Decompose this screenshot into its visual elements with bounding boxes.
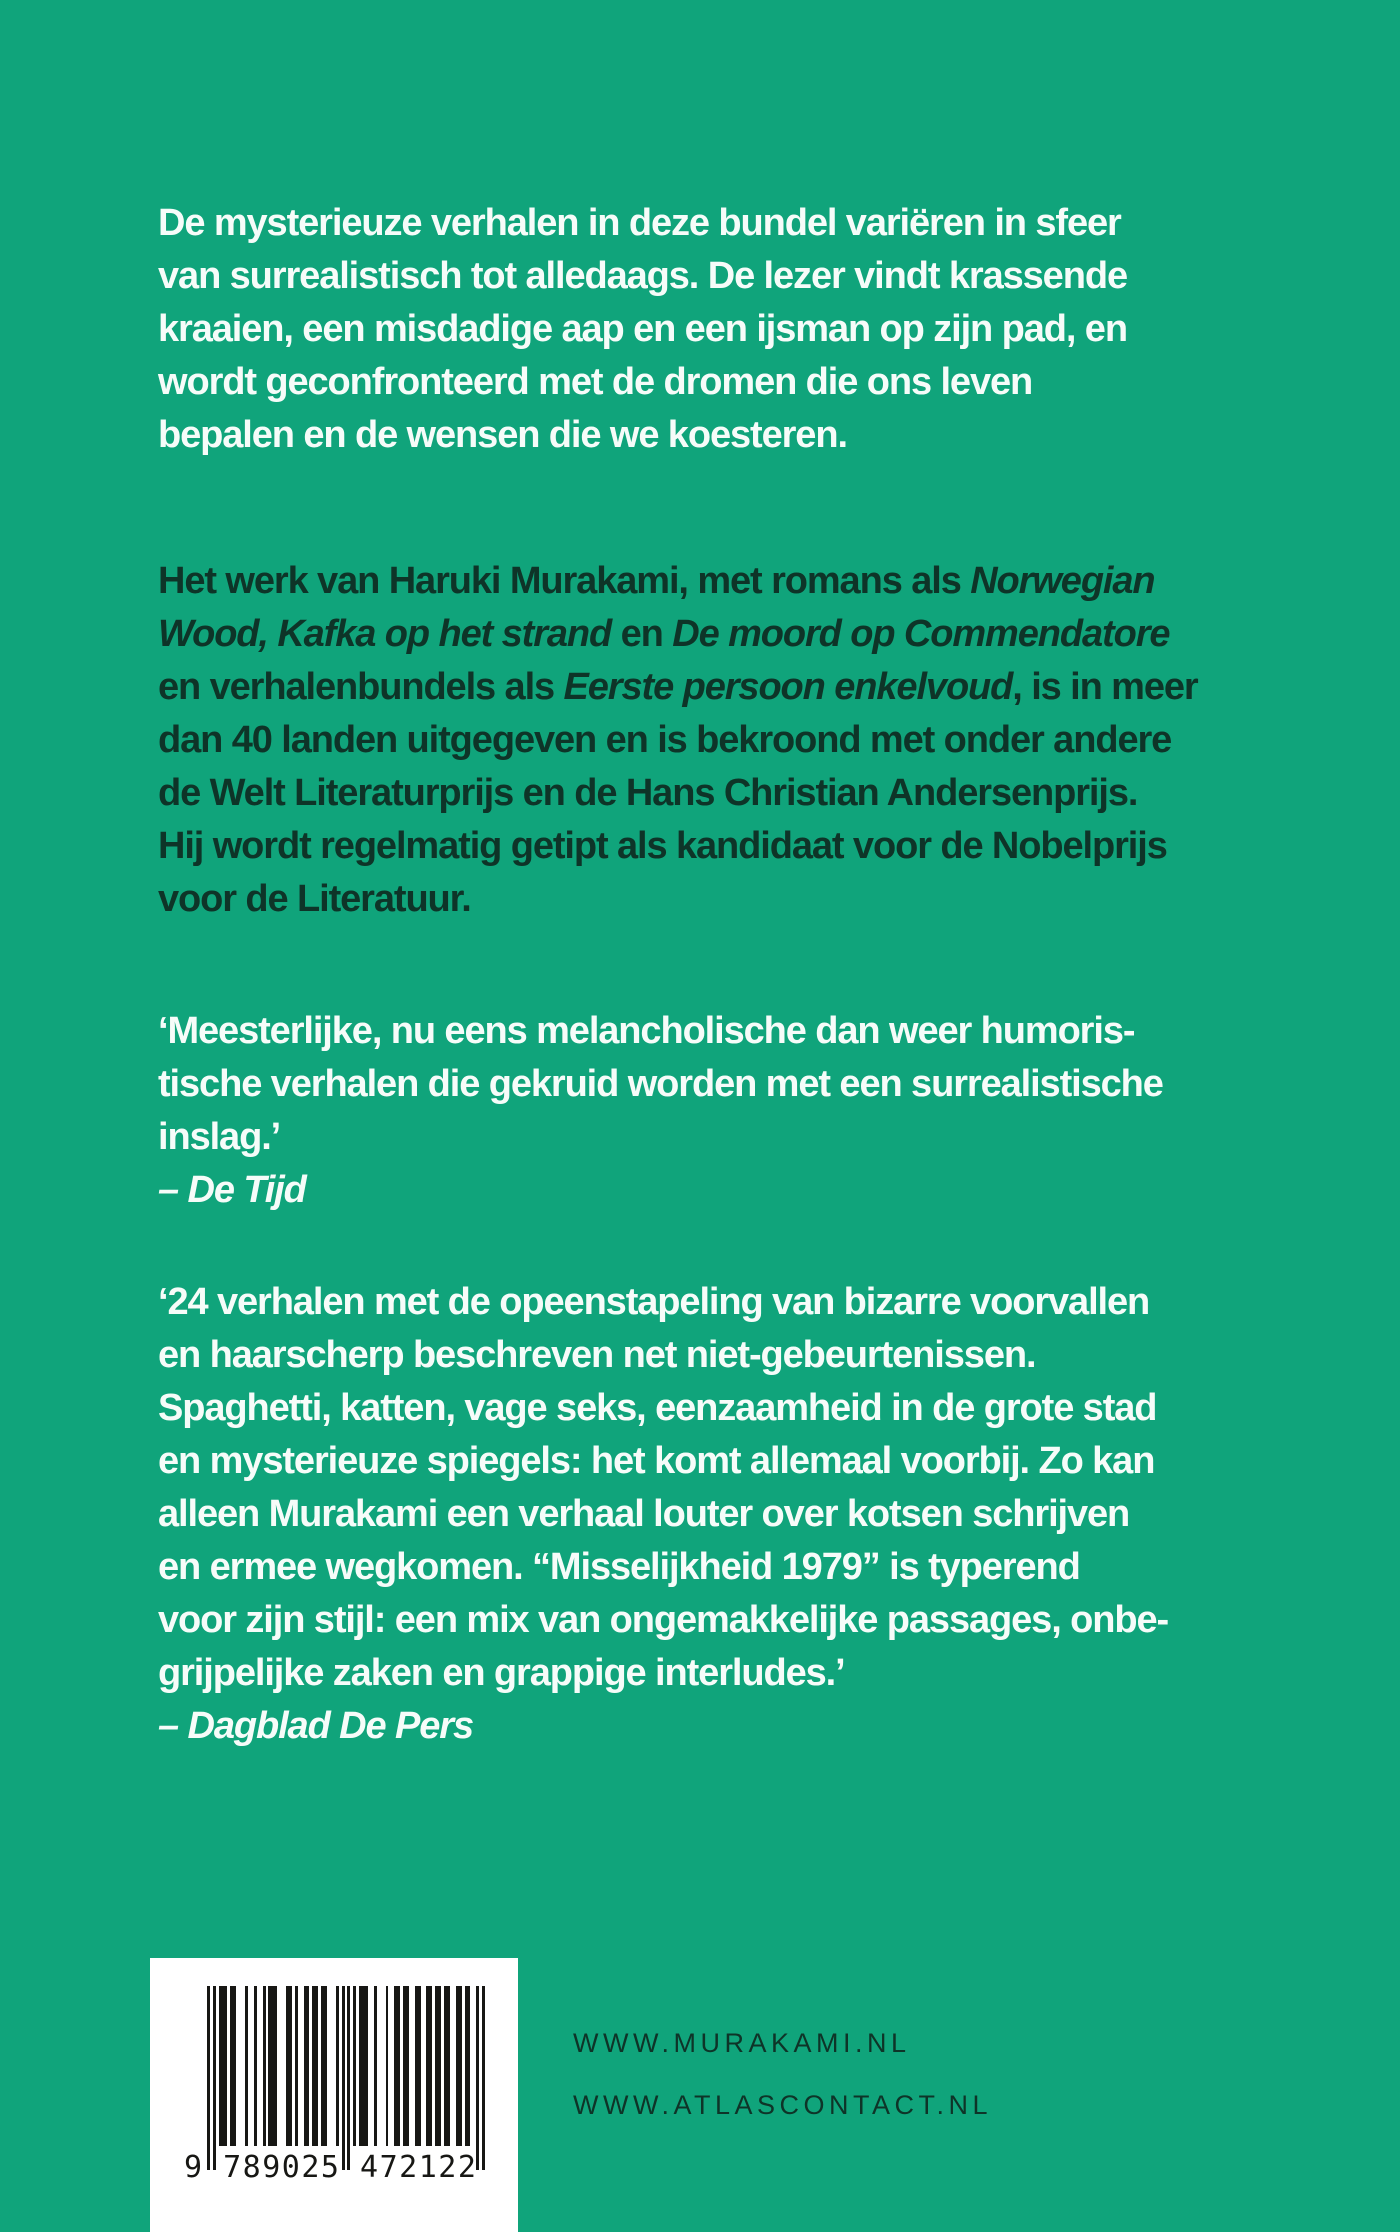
barcode-bar: [321, 1986, 327, 2146]
text-line: Hij wordt regelmatig getipt als kandidaat voor de Nobelprijs: [158, 825, 1167, 867]
barcode-bar: [394, 1986, 400, 2146]
press-quote-de-tijd: [158, 1005, 1163, 1217]
barcode-bar: [342, 1986, 345, 2170]
text-line: en ermee wegkomen. “Misselijkheid 1979” is typerend: [158, 1546, 1080, 1588]
barcode-bar: [386, 1986, 389, 2146]
text-line: inslag.’: [158, 1116, 281, 1158]
text-line: en mysterieuze spiegels: het komt allemaal voorbij. Zo kan: [158, 1440, 1155, 1482]
text-line: en haarscherp beschreven net niet-gebeurtenissen.: [158, 1334, 1036, 1376]
text-line: – De Tijd: [158, 1169, 306, 1211]
barcode-bar: [353, 1986, 356, 2146]
text-line: Wood, Kafka op het strand en De moord op Commendatore: [158, 613, 1170, 655]
barcode-bars: [207, 1986, 485, 2172]
text-line: voor de Literatuur.: [158, 878, 471, 920]
barcode-bar: [219, 1986, 228, 2146]
text-line: voor zijn stijl: een mix van ongemakkelijke passages, onbe-: [158, 1599, 1169, 1641]
barcode-bar: [207, 1986, 210, 2170]
text-line: dan 40 landen uitgegeven en is bekroond met onder andere: [158, 719, 1172, 761]
barcode-bar: [312, 1986, 318, 2146]
text-line: De mysterieuze verhalen in deze bundel variëren in sfeer: [158, 202, 1121, 244]
website-murakami: WWW.MURAKAMI.NL: [573, 2028, 911, 2058]
text-line: Het werk van Haruki Murakami, met romans als Norwegian: [158, 560, 1155, 602]
barcode-bar: [295, 1986, 298, 2146]
text-line: alleen Murakami een verhaal louter over kotsen schrijven: [158, 1493, 1130, 1535]
barcode-bar: [268, 1986, 277, 2146]
website-atlascontact: WWW.ATLASCONTACT.NL: [573, 2090, 993, 2120]
barcode-bar: [374, 1986, 377, 2146]
barcode-bar: [482, 1986, 485, 2170]
barcode-bar: [403, 1986, 409, 2146]
text-line: wordt geconfronteerd met de dromen die ons leven: [158, 361, 1033, 403]
barcode-bar: [245, 1986, 248, 2146]
press-quote-dagblad-de-pers: [158, 1276, 1168, 1753]
text-line: tische verhalen die gekruid worden met een surrealistische: [158, 1063, 1163, 1105]
barcode-bar: [444, 1986, 450, 2146]
barcode-panel: [150, 1958, 518, 2232]
barcode-bar: [263, 1986, 266, 2146]
text-line: ‘24 verhalen met de opeenstapeling van bizarre voorvallen: [158, 1281, 1150, 1323]
barcode-bar: [347, 1986, 350, 2170]
barcode-bar: [213, 1986, 216, 2170]
barcode-bar: [476, 1986, 479, 2170]
text-line: van surrealistisch tot alledaags. De lezer vindt krassende: [158, 255, 1127, 297]
back-blurb: [158, 197, 1127, 462]
barcode-bar: [336, 1986, 339, 2146]
text-line: – Dagblad De Pers: [158, 1705, 473, 1747]
barcode-bar: [230, 1986, 236, 2146]
text-line: bepalen en de wensen die we koesteren.: [158, 414, 847, 456]
text-line: en verhalenbundels als Eerste persoon enkelvoud, is in meer: [158, 666, 1198, 708]
text-line: de Welt Literaturprijs en de Hans Christian Andersenprijs.: [158, 772, 1138, 814]
barcode-number: 9 789025 472122: [184, 2150, 478, 2185]
barcode-bar: [426, 1986, 432, 2146]
text-line: Spaghetti, katten, vage seks, eenzaamheid in de grote stad: [158, 1387, 1157, 1429]
author-bio: [158, 555, 1198, 926]
barcode-bar: [435, 1986, 441, 2146]
text-line: grijpelijke zaken en grappige interludes.’: [158, 1652, 845, 1694]
barcode-bar: [456, 1986, 462, 2146]
barcode-bar: [286, 1986, 292, 2146]
barcode-bar: [254, 1986, 257, 2146]
barcode-bar: [359, 1986, 368, 2146]
barcode-bar: [465, 1986, 471, 2146]
barcode-bar: [304, 1986, 310, 2146]
text-line: kraaien, een misdadige aap en een ijsman op zijn pad, en: [158, 308, 1127, 350]
text-line: ‘Meesterlijke, nu eens melancholische dan weer humoris-: [158, 1010, 1135, 1052]
barcode-bar: [415, 1986, 421, 2146]
